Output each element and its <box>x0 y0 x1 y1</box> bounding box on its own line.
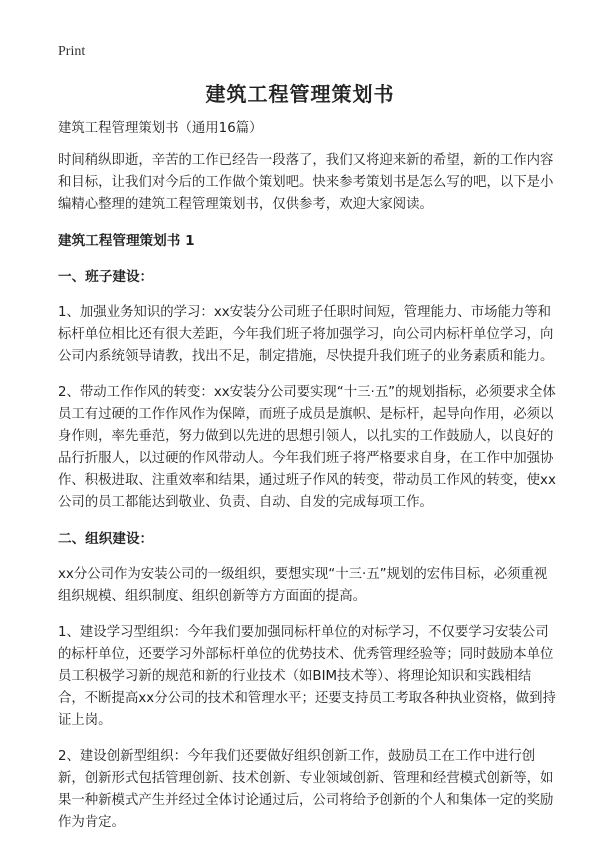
part1-paragraph-1: 1、加强业务知识的学习：xx安装分公司班子任职时间短，管理能力、市场能力等和标杆单位相比还有很大差距，今年我们班子将加强学习，向公司内标杆单位学习，向公司内系统领导请教，找出不足，制定措施，尽快提升我们班子的业务素质和能力。 <box>58 305 554 364</box>
part2-heading: 二、组织建设： <box>58 531 154 547</box>
part2-paragraph-1: 1、建设学习型组织：今年我们要加强同标杆单位的对标学习，不仅要学习安装公司的标杆单位，还要学习外部标杆单位的优势技术、优秀管理经验等；同时鼓励本单位员工积极学习新的规范和新的行业技术（如BIM技术等）、将理论知识和实践相结合，不断提高xx分公司的技术和管理水平；还要支持员工考取各种执业资格，做到持证上岗。 <box>58 625 556 728</box>
section-title: 建筑工程管理策划书 1 <box>58 233 195 249</box>
print-link[interactable]: Print <box>58 44 86 59</box>
document-body <box>58 118 558 848</box>
part2-paragraph-2: 2、建设创新型组织：今年我们还要做好组织创新工作，鼓励员工在工作中进行创新，创新形式包括管理创新、技术创新、专业领域创新、管理和经营模式创新等，如果一种新模式产生并经过全体讨论通过后，公司将给予创新的个人和集体一定的奖励作为肯定。 <box>58 749 554 830</box>
part1-heading: 一、班子建设： <box>58 269 154 285</box>
document-subtitle: 建筑工程管理策划书（通用16篇） <box>58 121 263 136</box>
intro-paragraph: 时间稍纵即逝，辛苦的工作已经告一段落了，我们又将迎来新的希望，新的工作内容和目标，让我们对今后的工作做个策划吧。快来参考策划书是怎么写的吧，以下是小编精心整理的建筑工程管理策划书，仅供参考，欢迎大家阅读。 <box>58 153 554 212</box>
part1-paragraph-2: 2、带动工作作风的转变：xx安装分公司要实现“十三·五”的规划指标，必须要求全体员工有过硬的工作作风作为保障，而班子成员是旗帜、是标杆，起导向作用，必须以身作则，率先垂范，努力做到以先进的思想引领人，以扎实的工作鼓励人，以良好的品行折服人，以过硬的作风带动人。今年我们班子将严格要求自身，在工作中加强协作、积极进取、注重效率和结果，通过班子作风的转变，带动员工作风的转变，使xx公司的员工都能达到敬业、负责、自动、自发的完成每项工作。 <box>58 385 556 510</box>
part2-intro-paragraph: xx分公司作为安装公司的一级组织，要想实现“十三·五”规划的宏伟目标，必须重视组织规模、组织制度、组织创新等方方面面的提高。 <box>58 567 548 604</box>
page-title: 建筑工程管理策划书 <box>205 82 395 106</box>
